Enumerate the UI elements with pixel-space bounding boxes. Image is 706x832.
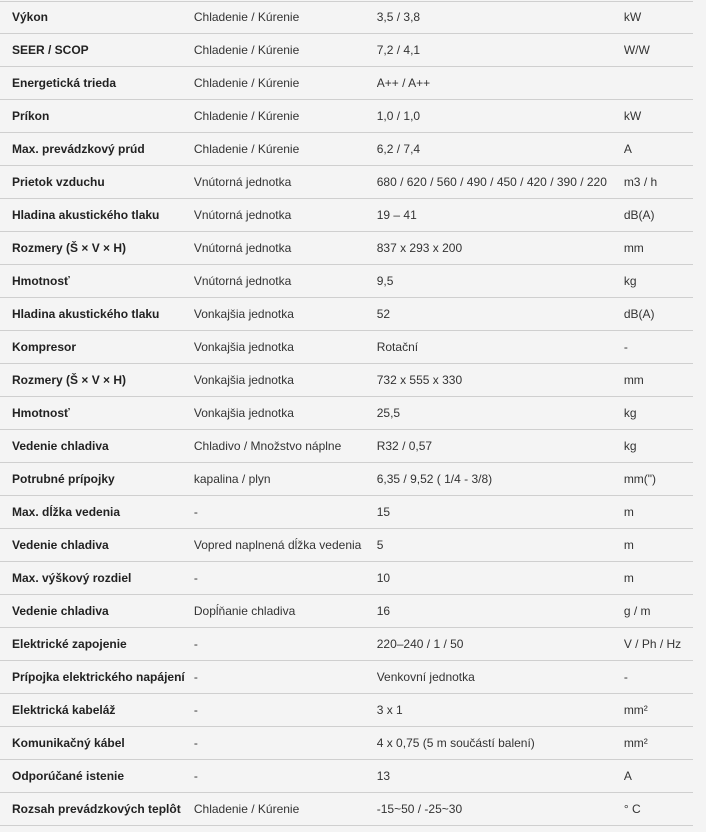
- spec-unit-cell: mm²: [623, 736, 648, 750]
- spec-type-cell: Vonkajšia jednotka: [193, 307, 294, 321]
- spec-value-cell: 6,35 / 9,52 ( 1/4 - 3/8): [376, 472, 493, 486]
- spec-unit-cell: dB(A): [623, 208, 655, 222]
- spec-type-cell: Vnútorná jednotka: [193, 208, 292, 222]
- spec-unit-cell: W/W: [623, 43, 650, 57]
- table-row: [0, 1, 693, 34]
- spec-type-cell: -: [193, 571, 198, 585]
- spec-unit-cell: mm: [623, 241, 644, 255]
- spec-type-cell: Chladenie / Kúrenie: [193, 142, 300, 156]
- spec-value-cell: R32 / 0,57: [376, 439, 433, 453]
- table-row: [0, 760, 693, 793]
- spec-type-cell: Vonkajšia jednotka: [193, 373, 294, 387]
- spec-table: [0, 1, 706, 832]
- spec-value-cell: 16: [376, 604, 391, 618]
- spec-name-cell: Kompresor: [12, 340, 77, 354]
- table-row: [0, 430, 693, 463]
- table-body: [0, 1, 706, 826]
- spec-name-cell: Max. výškový rozdiel: [12, 571, 132, 585]
- spec-value-cell: A++ / A++: [376, 76, 431, 90]
- spec-value-cell: Rotační: [376, 340, 419, 354]
- spec-value-cell: 25,5: [376, 406, 401, 420]
- table-row: [0, 628, 693, 661]
- spec-type-cell: -: [193, 505, 198, 519]
- spec-value-cell: 52: [376, 307, 391, 321]
- table-row: [0, 265, 693, 298]
- spec-unit-cell: kg: [623, 439, 637, 453]
- spec-type-cell: Chladenie / Kúrenie: [193, 76, 300, 90]
- spec-value-cell: 5: [376, 538, 384, 552]
- spec-name-cell: Vedenie chladiva: [12, 439, 109, 453]
- spec-name-cell: Komunikačný kábel: [12, 736, 125, 750]
- spec-unit-cell: kg: [623, 274, 637, 288]
- spec-type-cell: Chladenie / Kúrenie: [193, 43, 300, 57]
- spec-unit-cell: kg: [623, 406, 637, 420]
- table-row: [0, 298, 693, 331]
- spec-unit-cell: A: [623, 769, 632, 783]
- spec-type-cell: -: [193, 703, 198, 717]
- table-row: [0, 232, 693, 265]
- table-row: [0, 199, 693, 232]
- spec-type-cell: Vonkajšia jednotka: [193, 340, 294, 354]
- spec-value-cell: -15~50 / -25~30: [376, 802, 463, 816]
- table-row: [0, 463, 693, 496]
- table-row: [0, 34, 693, 67]
- spec-name-cell: Rozmery (Š × V × H): [12, 373, 127, 387]
- spec-name-cell: Elektrické zapojenie: [12, 637, 127, 651]
- spec-unit-cell: V / Ph / Hz: [623, 637, 682, 651]
- spec-type-cell: Vonkajšia jednotka: [193, 406, 294, 420]
- spec-unit-cell: m: [623, 571, 634, 585]
- table-row: [0, 364, 693, 397]
- spec-name-cell: Hladina akustického tlaku: [12, 307, 160, 321]
- spec-unit-cell: ° C: [623, 802, 641, 816]
- spec-value-cell: 680 / 620 / 560 / 490 / 450 / 420 / 390 / 220: [376, 175, 607, 189]
- table-row: [0, 100, 693, 133]
- spec-type-cell: kapalina / plyn: [193, 472, 271, 486]
- spec-type-cell: Chladenie / Kúrenie: [193, 10, 300, 24]
- spec-name-cell: Max. dĺžka vedenia: [12, 505, 121, 519]
- spec-value-cell: 6,2 / 7,4: [376, 142, 421, 156]
- table-row: [0, 529, 693, 562]
- spec-value-cell: 732 x 555 x 330: [376, 373, 463, 387]
- table-row: [0, 595, 693, 628]
- spec-value-cell: 19 – 41: [376, 208, 417, 222]
- spec-unit-cell: m3 / h: [623, 175, 658, 189]
- spec-type-cell: -: [193, 736, 198, 750]
- spec-unit-cell: dB(A): [623, 307, 655, 321]
- spec-type-cell: Vnútorná jednotka: [193, 241, 292, 255]
- table-row: [0, 793, 693, 826]
- spec-type-cell: -: [193, 769, 198, 783]
- spec-name-cell: Elektrická kabeláž: [12, 703, 116, 717]
- spec-name-cell: Rozmery (Š × V × H): [12, 241, 127, 255]
- table-row: [0, 331, 693, 364]
- spec-name-cell: Rozsah prevádzkových teplôt: [12, 802, 181, 816]
- spec-name-cell: Príkon: [12, 109, 50, 123]
- spec-name-cell: Energetická trieda: [12, 76, 117, 90]
- spec-unit-cell: m: [623, 538, 634, 552]
- spec-value-cell: Venkovní jednotka: [376, 670, 475, 684]
- spec-value-cell: 7,2 / 4,1: [376, 43, 421, 57]
- spec-value-cell: 3 x 1: [376, 703, 403, 717]
- spec-unit-cell: kW: [623, 109, 642, 123]
- spec-unit-cell: -: [623, 340, 628, 354]
- table-row: [0, 562, 693, 595]
- spec-value-cell: 10: [376, 571, 391, 585]
- spec-type-cell: Dopĺňanie chladiva: [193, 604, 296, 618]
- spec-name-cell: Prietok vzduchu: [12, 175, 105, 189]
- spec-unit-cell: g / m: [623, 604, 651, 618]
- spec-name-cell: SEER / SCOP: [12, 43, 89, 57]
- spec-type-cell: Vnútorná jednotka: [193, 175, 292, 189]
- spec-type-cell: -: [193, 670, 198, 684]
- spec-value-cell: 3,5 / 3,8: [376, 10, 421, 24]
- spec-value-cell: 1,0 / 1,0: [376, 109, 421, 123]
- spec-name-cell: Odporúčané istenie: [12, 769, 125, 783]
- spec-unit-cell: m: [623, 505, 634, 519]
- spec-name-cell: Výkon: [12, 10, 49, 24]
- table-row: [0, 133, 693, 166]
- spec-unit-cell: -: [623, 670, 628, 684]
- spec-name-cell: Vedenie chladiva: [12, 604, 109, 618]
- spec-type-cell: Chladenie / Kúrenie: [193, 109, 300, 123]
- spec-value-cell: 220–240 / 1 / 50: [376, 637, 464, 651]
- table-row: [0, 67, 693, 100]
- spec-type-cell: Vopred naplnená dĺžka vedenia: [193, 538, 362, 552]
- table-row: [0, 694, 693, 727]
- spec-unit-cell: kW: [623, 10, 642, 24]
- spec-unit-cell: mm("): [623, 472, 657, 486]
- spec-unit-cell: A: [623, 142, 632, 156]
- table-row: [0, 661, 693, 694]
- spec-unit-cell: mm: [623, 373, 644, 387]
- spec-name-cell: Prípojka elektrického napájení: [12, 670, 185, 684]
- spec-name-cell: Hmotnosť: [12, 406, 70, 420]
- spec-type-cell: Chladivo / Množstvo náplne: [193, 439, 342, 453]
- spec-value-cell: 13: [376, 769, 391, 783]
- table-row: [0, 727, 693, 760]
- spec-type-cell: Vnútorná jednotka: [193, 274, 292, 288]
- spec-name-cell: Max. prevádzkový prúd: [12, 142, 145, 156]
- spec-name-cell: Potrubné prípojky: [12, 472, 115, 486]
- spec-type-cell: -: [193, 637, 198, 651]
- spec-value-cell: 4 x 0,75 (5 m součástí balení): [376, 736, 535, 750]
- table-row: [0, 397, 693, 430]
- table-row: [0, 166, 693, 199]
- spec-name-cell: Hmotnosť: [12, 274, 70, 288]
- spec-value-cell: 837 x 293 x 200: [376, 241, 463, 255]
- spec-unit-cell: mm²: [623, 703, 648, 717]
- spec-name-cell: Hladina akustického tlaku: [12, 208, 160, 222]
- table-row: [0, 496, 693, 529]
- spec-name-cell: Vedenie chladiva: [12, 538, 109, 552]
- spec-value-cell: 15: [376, 505, 391, 519]
- spec-value-cell: 9,5: [376, 274, 394, 288]
- spec-type-cell: Chladenie / Kúrenie: [193, 802, 300, 816]
